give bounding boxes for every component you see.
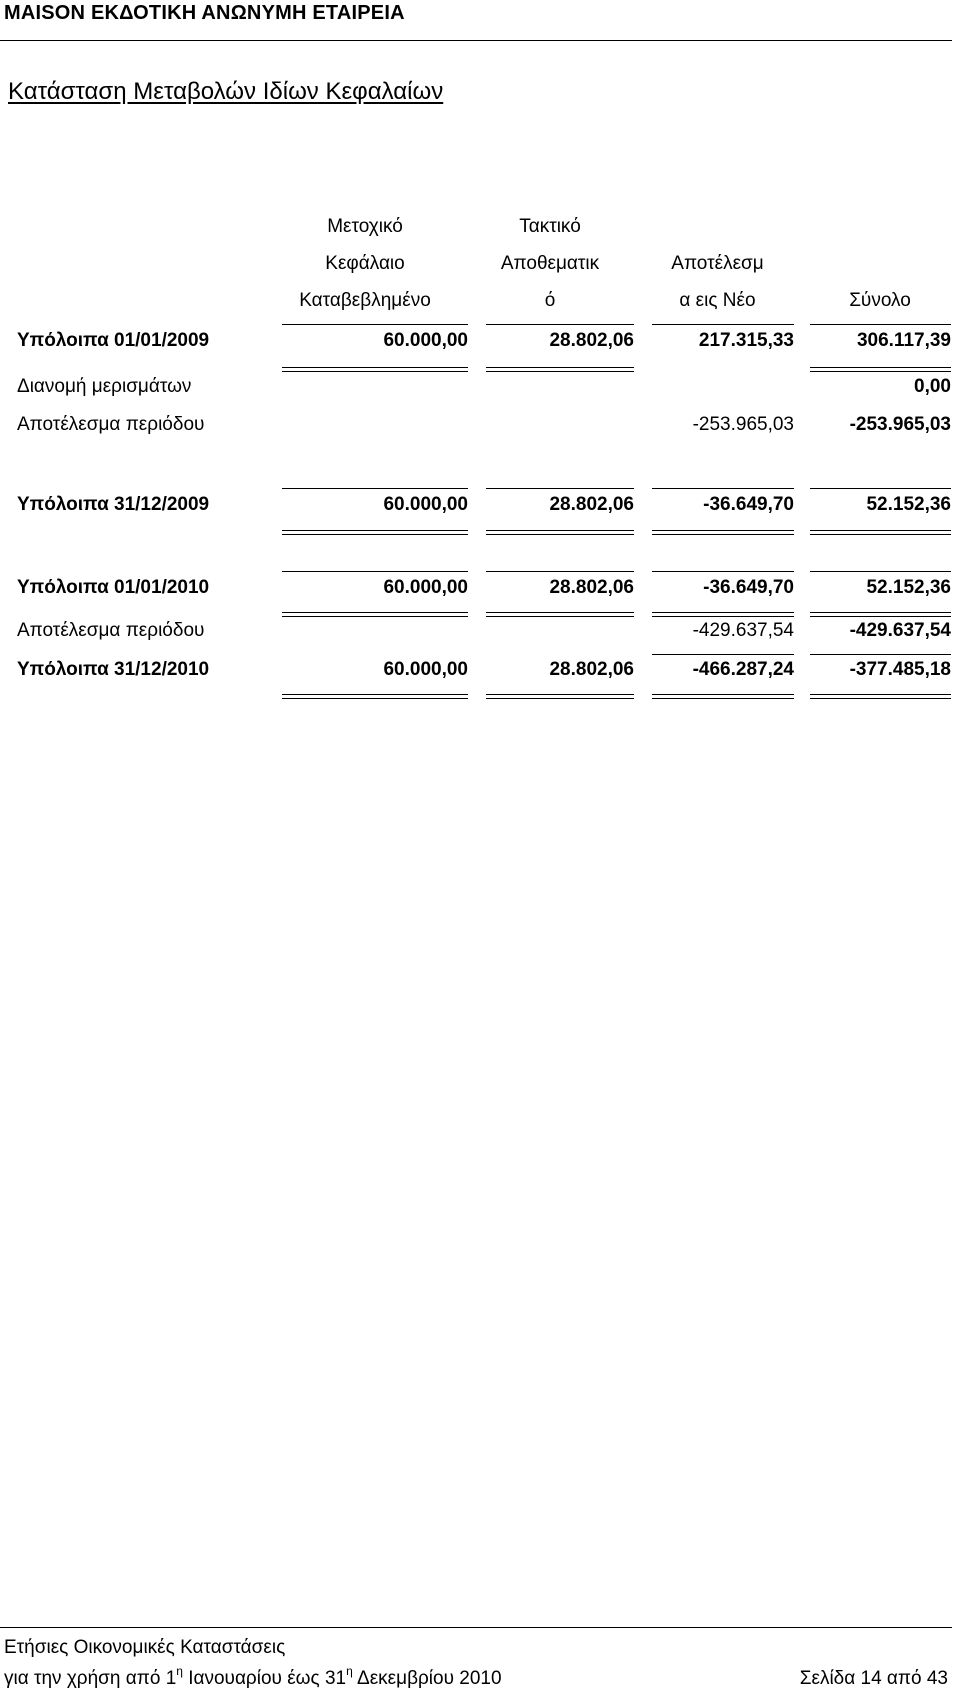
page-title: Κατάσταση Μεταβολών Ιδίων Κεφαλαίων [8,78,444,105]
cell-retained-earnings: -36.649,70 [703,494,794,515]
double-rule [282,530,468,535]
column-rule [810,571,951,572]
column-rule [652,571,794,572]
page-number: Σελίδα 14 από 43 [799,1668,948,1689]
column-header-line: ό [544,290,556,311]
cell-share-capital: 60.000,00 [383,577,468,598]
cell-total: 306.117,39 [856,330,951,351]
cell-retained-earnings: -36.649,70 [703,577,794,598]
column-header-line: Μετοχικό [327,216,403,237]
cell-total: 52.152,36 [866,577,951,598]
column-rule [282,324,468,325]
double-rule [486,612,634,617]
column-rule [810,324,951,325]
cell-legal-reserve: 28.802,06 [549,330,634,351]
column-rule [486,571,634,572]
double-rule [810,530,951,535]
column-header-line: Κεφάλαιο [325,253,405,274]
row-label: Διανομή μερισμάτων [17,376,192,397]
column-rule [810,488,951,489]
cell-share-capital: 60.000,00 [383,659,468,680]
column-header-line: α εις Νέο [679,290,756,311]
column-header-line: Αποτέλεσμ [671,253,764,274]
cell-retained-earnings: 217.315,33 [698,330,794,351]
cell-retained-earnings: -429.637,54 [692,620,794,641]
double-rule [486,694,634,699]
cell-share-capital: 60.000,00 [383,494,468,515]
column-rule [486,488,634,489]
row-label: Αποτέλεσμα περιόδου [17,620,205,641]
row-label: Υπόλοιπα 01/01/2010 [17,577,210,598]
double-rule [810,367,951,372]
cell-legal-reserve: 28.802,06 [549,659,634,680]
column-rule [652,324,794,325]
double-rule [652,612,794,617]
cell-retained-earnings: -466.287,24 [692,659,794,680]
footer-period [4,1664,502,1690]
header-rule [0,40,952,41]
cell-total: 0,00 [914,376,951,397]
cell-total: 52.152,36 [866,494,951,515]
column-header-line: Σύνολο [849,290,911,311]
cell-legal-reserve: 28.802,06 [549,494,634,515]
footer-rule [0,1627,952,1628]
cell-retained-earnings: -253.965,03 [692,414,794,435]
column-rule [282,571,468,572]
column-rule [282,488,468,489]
cell-total: -253.965,03 [849,414,951,435]
footer-period-text: Δεκεμβρίου 2010 [352,1668,502,1689]
column-header-line: Αποθεματικ [500,253,600,274]
row-label: Υπόλοιπα 31/12/2009 [17,494,210,515]
footer-period-text: Ιανουαρίου έως 31 [182,1668,347,1689]
double-rule [486,530,634,535]
double-rule [282,694,468,699]
company-name: MAISON ΕΚΔΟΤΙΚΗ ΑΝΩΝΥΜΗ ΕΤΑΙΡΕΙΑ [4,2,405,24]
column-rule [652,654,794,655]
double-rule [652,530,794,535]
cell-total: -377.485,18 [849,659,951,680]
double-rule [810,694,951,699]
cell-legal-reserve: 28.802,06 [549,577,634,598]
double-rule [282,367,468,372]
double-rule [810,612,951,617]
cell-total: -429.637,54 [849,620,951,641]
column-header-line: Τακτικό [519,216,581,237]
double-rule [282,612,468,617]
footer-superscript: η [176,1664,183,1678]
cell-share-capital: 60.000,00 [383,330,468,351]
column-rule [486,324,634,325]
footer-period-text: για την χρήση από 1 [4,1668,177,1689]
footer-superscript: η [346,1664,353,1678]
row-label: Υπόλοιπα 31/12/2010 [17,659,210,680]
column-rule [810,654,951,655]
row-label: Υπόλοιπα 01/01/2009 [17,330,210,351]
double-rule [486,367,634,372]
column-header-line: Καταβεβλημένο [299,290,431,311]
column-rule [652,488,794,489]
footer-title: Ετήσιες Οικονομικές Καταστάσεις [4,1637,286,1658]
row-label: Αποτέλεσμα περιόδου [17,414,205,435]
double-rule [652,694,794,699]
